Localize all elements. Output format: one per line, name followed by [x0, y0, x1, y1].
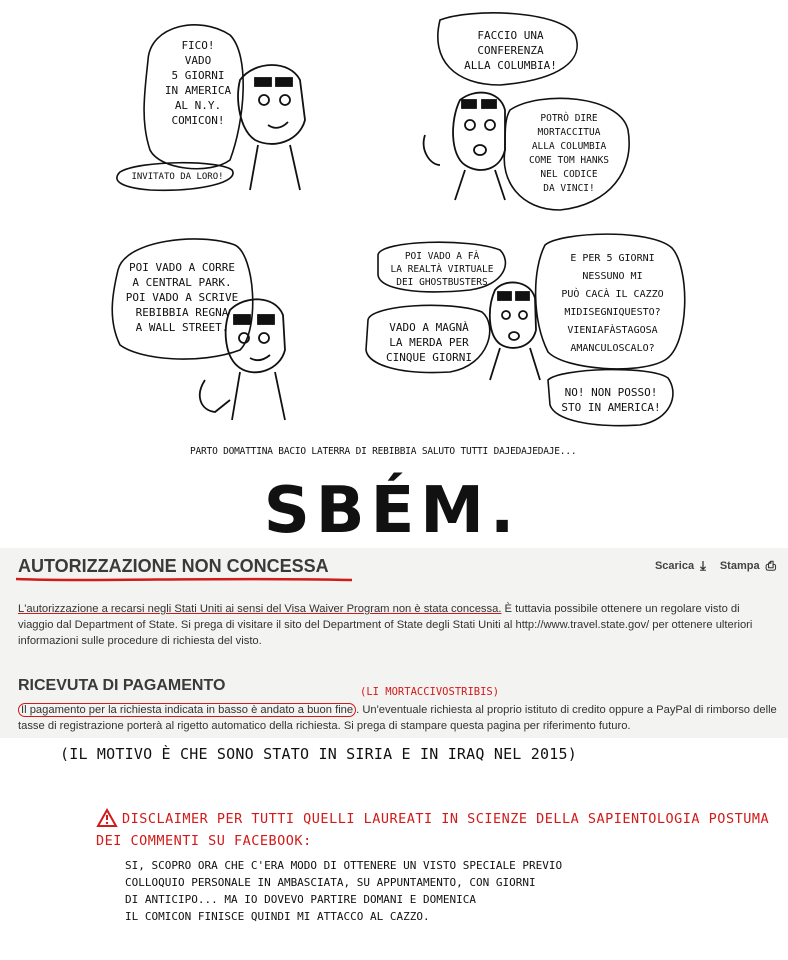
- denial-lead: L'autorizzazione a recarsi negli Stati Uniti ai sensi del Visa Waiver Program non è stata concessa.: [18, 603, 502, 615]
- character-4: [490, 282, 540, 380]
- comic-caption: PARTO DOMATTINA BACIO LATERRA DI REBIBBIA SALUTO TUTTI DAJEDAJEDAJE...: [190, 446, 577, 457]
- panel2-top-bubble-text: FACCIO UNA CONFERENZA ALLA COLUMBIA!: [464, 29, 557, 72]
- panel1-small-bubble-text: INVITATO DA LORO!: [131, 172, 224, 182]
- payment-paragraph: [18, 702, 788, 734]
- panel4-bottom-right-bubble-text: NO! NON POSSO! STO IN AMERICA!: [561, 386, 661, 414]
- payment-lead: Il pagamento per la richiesta indicata in basso è andato a buon fine: [18, 703, 356, 717]
- disclaimer-title: DISCLAIMER PER TUTTI QUELLI LAUREATI IN SCIENZE DELLA SAPIENTOLOGIA POSTUMA DEI COMMENTI SU FACEBOOK:: [96, 811, 770, 849]
- esta-screenshot: [0, 548, 788, 738]
- character-1: [238, 65, 305, 190]
- panel4-bottom-left-bubble-text: VADO A MAGNÀ LA MERDA PER CINQUE GIORNI: [385, 321, 473, 364]
- handwritten-note: (LI MORTACCIVOSTRIBIS): [360, 686, 500, 698]
- panel4-top-left-bubble-text: POI VADO A FÀ LA REALTÀ VIRTUALE DEI GHOSTBUSTERS: [390, 251, 494, 288]
- sbem-title: SBÉM.: [263, 474, 521, 548]
- download-button[interactable]: [655, 558, 706, 574]
- payment-rest: . Un'eventuale richiesta al proprio istituto di credito oppure a PayPal di rimborso delle: [356, 704, 777, 716]
- panel4-right-bubble-text: E PER 5 GIORNI NESSUNO MI PUÒ CACÀ IL CAZZO MIDISEGNIQUESTO? VIENIAFÀSTAGOSA AMANCULOSCALO?: [561, 253, 664, 354]
- motive-line: (IL MOTIVO È CHE SONO STATO IN SIRIA E IN IRAQ NEL 2015): [60, 745, 577, 763]
- payment-line2: tasse di registrazione porterà al rigetto automatico della richiesta. Si prega di stampare questa pagina per riferimento futuro.: [18, 720, 631, 732]
- payment-title: RICEVUTA DI PAGAMENTO: [18, 677, 226, 694]
- printer-icon: ⎙: [765, 558, 776, 573]
- print-button[interactable]: [720, 558, 776, 574]
- panel2-bottom-bubble-text: POTRÒ DIRE MORTACCITUA ALLA COLUMBIA COME TOM HANKS NEL CODICE DA VINCI!: [528, 113, 610, 194]
- denial-paragraph: [18, 601, 778, 649]
- red-underline: [14, 575, 354, 583]
- denial-rest: È tuttavia possibile ottenere un regolare visto di viaggio dal Department of State. Si prega di visitare il sito del Department of State degli Stati Uniti al http://www.travel.state.gov/ per ottenere ulteriori informazioni sulle procedure di richiesta del visto.: [18, 603, 753, 647]
- disclaimer-body: SI, SCOPRO ORA CHE C'ERA MODO DI OTTENERE UN VISTO SPECIALE PREVIO COLLOQUIO PERSONALE IN AMBASCIATA, SU APPUNTAMENTO, CON GIORNI DI ANTICIPO... MA IO DOVEVO PARTIRE DOMANI E DOMENICA IL COMICON FINISCE QUINDI MI ATTACCO AL CAZZO.: [125, 859, 563, 923]
- print-label: Stampa: [719, 560, 760, 572]
- form-tools: [655, 558, 776, 574]
- download-icon: ⤓: [700, 558, 706, 573]
- comic-strip: [0, 0, 788, 470]
- download-label: Scarica: [654, 560, 695, 572]
- panel1-bubble-text: FICO! VADO 5 GIORNI IN AMERICA AL N.Y. COMICON!: [164, 39, 232, 127]
- form-title: AUTORIZZAZIONE NON CONCESSA: [18, 556, 329, 576]
- panel3-bubble-text: POI VADO A CORRE A CENTRAL PARK. POI VADO A SCRIVE REBIBBIA REGNA A WALL STREET.: [125, 261, 239, 334]
- character-2: [424, 93, 505, 200]
